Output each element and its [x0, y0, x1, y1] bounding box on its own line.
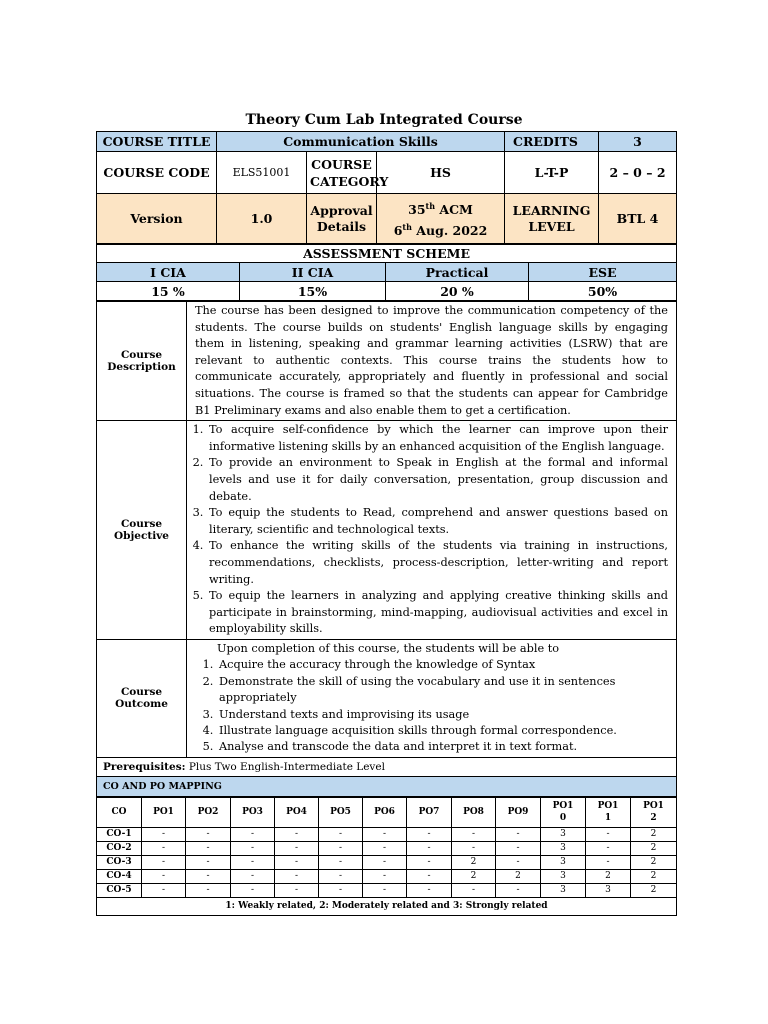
mapping-cell: - — [586, 841, 631, 855]
learning-level-value: BTL 4 — [599, 194, 677, 244]
mapping-cell: 3 — [541, 855, 586, 869]
assessment-col-ese: ESE — [529, 263, 677, 282]
mapping-cell: - — [452, 883, 496, 897]
mapping-cell: 3 — [541, 827, 586, 841]
mapping-legend: 1: Weakly related, 2: Moderately related and 3: Strongly related — [97, 897, 677, 915]
approval-label: Approval Details — [307, 194, 377, 244]
mapping-cell: - — [186, 855, 231, 869]
assessment-val-icia: 15 % — [97, 282, 240, 301]
mapping-cell: - — [142, 827, 186, 841]
mapping-cell: - — [496, 841, 541, 855]
mapping-header-cell: PO4 — [275, 797, 319, 827]
course-category-label: COURSE CATEGORY — [307, 152, 377, 194]
mapping-cell: - — [319, 827, 363, 841]
objective-list — [189, 422, 668, 638]
mapping-cell: - — [363, 827, 407, 841]
mapping-row — [97, 855, 677, 869]
mapping-cell: - — [452, 841, 496, 855]
mapping-header-row — [97, 797, 677, 827]
mapping-cell: - — [142, 841, 186, 855]
mapping-cell: - — [186, 841, 231, 855]
mapping-cell: - — [319, 869, 363, 883]
version-value: 1.0 — [217, 194, 307, 244]
mapping-row — [97, 869, 677, 883]
outcome-item: 5. Analyse and transcode the data and interpret it in text format. — [217, 739, 668, 755]
outcome-item: 1. Acquire the accuracy through the knowledge of Syntax — [217, 657, 668, 673]
mapping-cell: - — [319, 883, 363, 897]
mapping-cell: 2 — [631, 827, 677, 841]
mapping-cell: - — [407, 869, 452, 883]
mapping-header-cell: PO9 — [496, 797, 541, 827]
mapping-cell: - — [319, 855, 363, 869]
outcome-item: 2. Demonstrate the skill of using the vocabulary and use it in sentences appropriately — [217, 674, 668, 707]
course-title-value: Communication Skills — [217, 132, 505, 152]
mapping-cell: - — [363, 841, 407, 855]
approval-date: 6th Aug. 2022 — [393, 221, 488, 238]
outcome-item: 4. Illustrate language acquisition skills through formal correspondence. — [217, 723, 668, 739]
course-header-table — [96, 131, 677, 244]
ltp-value: 2 – 0 – 2 — [599, 152, 677, 194]
mapping-header-cell: PO5 — [319, 797, 363, 827]
outcome-label: Course Outcome — [97, 639, 187, 757]
mapping-cell: - — [363, 869, 407, 883]
assessment-table — [96, 244, 677, 301]
mapping-cell: 2 — [631, 841, 677, 855]
mapping-cell: - — [363, 883, 407, 897]
mapping-cell: 2 — [496, 869, 541, 883]
assessment-title: ASSESSMENT SCHEME — [97, 245, 677, 263]
mapping-cell: 2 — [631, 869, 677, 883]
mapping-cell: 2 — [452, 869, 496, 883]
mapping-cell: 2 — [586, 869, 631, 883]
mapping-header-cell: PO1 1 — [586, 797, 631, 827]
learning-level-label: LEARNING LEVEL — [505, 194, 599, 244]
course-code-value: ELS51001 — [217, 152, 307, 194]
mapping-row — [97, 841, 677, 855]
assessment-col-icia: I CIA — [97, 263, 240, 282]
mapping-header-cell: PO7 — [407, 797, 452, 827]
mapping-cell: - — [142, 869, 186, 883]
mapping-cell: 3 — [541, 869, 586, 883]
mapping-cell: 3 — [541, 883, 586, 897]
mapping-body — [97, 827, 677, 897]
mapping-cell: - — [275, 883, 319, 897]
prerequisites-text: Plus Two English-Intermediate Level — [185, 760, 385, 773]
mapping-cell: - — [142, 855, 186, 869]
mapping-cell: - — [275, 827, 319, 841]
mapping-co-label: CO-4 — [97, 869, 142, 883]
mapping-cell: - — [496, 855, 541, 869]
mapping-cell: - — [142, 883, 186, 897]
mapping-cell: - — [496, 827, 541, 841]
mapping-cell: 3 — [541, 841, 586, 855]
mapping-co-label: CO-5 — [97, 883, 142, 897]
mapping-cell: - — [452, 827, 496, 841]
assessment-val-practical: 20 % — [386, 282, 529, 301]
mapping-cell: 2 — [631, 855, 677, 869]
course-category-value: HS — [377, 152, 505, 194]
mapping-row — [97, 827, 677, 841]
credits-value: 3 — [599, 132, 677, 152]
mapping-header-cell: PO6 — [363, 797, 407, 827]
assessment-val-iicia: 15% — [240, 282, 386, 301]
version-label: Version — [97, 194, 217, 244]
objective-item: 5. To equip the learners in analyzing and applying creative thinking skills and participate in brainstorming, mind-mapping, audiovisual activities and excel in employability skills. — [207, 588, 668, 638]
course-title-label: COURSE TITLE — [97, 132, 217, 152]
mapping-header-cell: CO — [97, 797, 142, 827]
ltp-label: L-T-P — [505, 152, 599, 194]
mapping-cell: - — [363, 855, 407, 869]
mapping-cell: - — [275, 869, 319, 883]
objective-item: 3. To equip the students to Read, comprehend and answer questions based on literary, scientific and technological texts. — [207, 505, 668, 538]
mapping-cell: - — [231, 883, 275, 897]
mapping-cell: - — [407, 827, 452, 841]
outcome-intro: Upon completion of this course, the students will be able to — [217, 641, 560, 655]
mapping-header-cell: PO3 — [231, 797, 275, 827]
mapping-cell: - — [407, 883, 452, 897]
assessment-val-ese: 50% — [529, 282, 677, 301]
approval-acm: 35th ACM — [408, 201, 473, 218]
mapping-cell: - — [319, 841, 363, 855]
mapping-cell: - — [231, 855, 275, 869]
mapping-title: CO AND PO MAPPING — [97, 776, 677, 796]
assessment-col-practical: Practical — [386, 263, 529, 282]
mapping-cell: - — [186, 883, 231, 897]
mapping-cell: - — [231, 827, 275, 841]
approval-value — [377, 194, 505, 244]
co-po-mapping-table — [96, 797, 677, 916]
mapping-cell: - — [407, 855, 452, 869]
mapping-row — [97, 883, 677, 897]
mapping-cell: 2 — [452, 855, 496, 869]
mapping-header-cell: PO8 — [452, 797, 496, 827]
mapping-cell: - — [275, 841, 319, 855]
mapping-cell: - — [275, 855, 319, 869]
mapping-cell: - — [231, 869, 275, 883]
outcome-cell — [187, 639, 677, 757]
description-label: Course Description — [97, 302, 187, 421]
mapping-header-cell: PO1 0 — [541, 797, 586, 827]
mapping-cell: - — [186, 869, 231, 883]
outcome-list — [191, 657, 668, 755]
objective-label: Course Objective — [97, 421, 187, 640]
mapping-cell: - — [496, 883, 541, 897]
mapping-cell: - — [407, 841, 452, 855]
objective-list-cell — [187, 421, 677, 640]
mapping-cell: - — [186, 827, 231, 841]
mapping-co-label: CO-2 — [97, 841, 142, 855]
outcome-item: 3. Understand texts and improvising its usage — [217, 707, 668, 723]
mapping-co-label: CO-3 — [97, 855, 142, 869]
course-document — [96, 131, 676, 916]
mapping-header-cell: PO2 — [186, 797, 231, 827]
mapping-cell: - — [586, 827, 631, 841]
course-details-table — [96, 301, 677, 797]
objective-item: 1. To acquire self-confidence by which the learner can improve upon their informative listening skills by an enhanced acquisition of the English language. — [207, 422, 668, 455]
mapping-cell: 2 — [631, 883, 677, 897]
mapping-co-label: CO-1 — [97, 827, 142, 841]
mapping-header-cell: PO1 — [142, 797, 186, 827]
document-title: Theory Cum Lab Integrated Course — [245, 112, 523, 128]
assessment-col-iicia: II CIA — [240, 263, 386, 282]
prerequisites-label: Prerequisites: — [103, 760, 186, 773]
credits-label: CREDITS — [505, 132, 599, 152]
objective-item: 2. To provide an environment to Speak in English at the formal and informal levels and use it for daily conversation, presentation, group discussion and debate. — [207, 455, 668, 505]
objective-item: 4. To enhance the writing skills of the students via training in instructions, recommendations, checklists, process-description, letter-writing and report writing. — [207, 538, 668, 588]
description-text: The course has been designed to improve the communication competency of the students. The course builds on students' English language skills by engaging them in listening, speaking and grammar learning activities (LSRW) that are relevant to authentic contexts. This course trains the students how to communicate accurately, appropriately and fluently in professional and social situations. The course is framed so that the students can appear for Cambridge B1 Preliminary exams and also enable them to get a certification. — [187, 302, 677, 421]
mapping-cell: - — [586, 855, 631, 869]
prerequisites-row — [97, 757, 677, 776]
course-code-label: COURSE CODE — [97, 152, 217, 194]
mapping-cell: - — [231, 841, 275, 855]
mapping-header-cell: PO1 2 — [631, 797, 677, 827]
mapping-cell: 3 — [586, 883, 631, 897]
